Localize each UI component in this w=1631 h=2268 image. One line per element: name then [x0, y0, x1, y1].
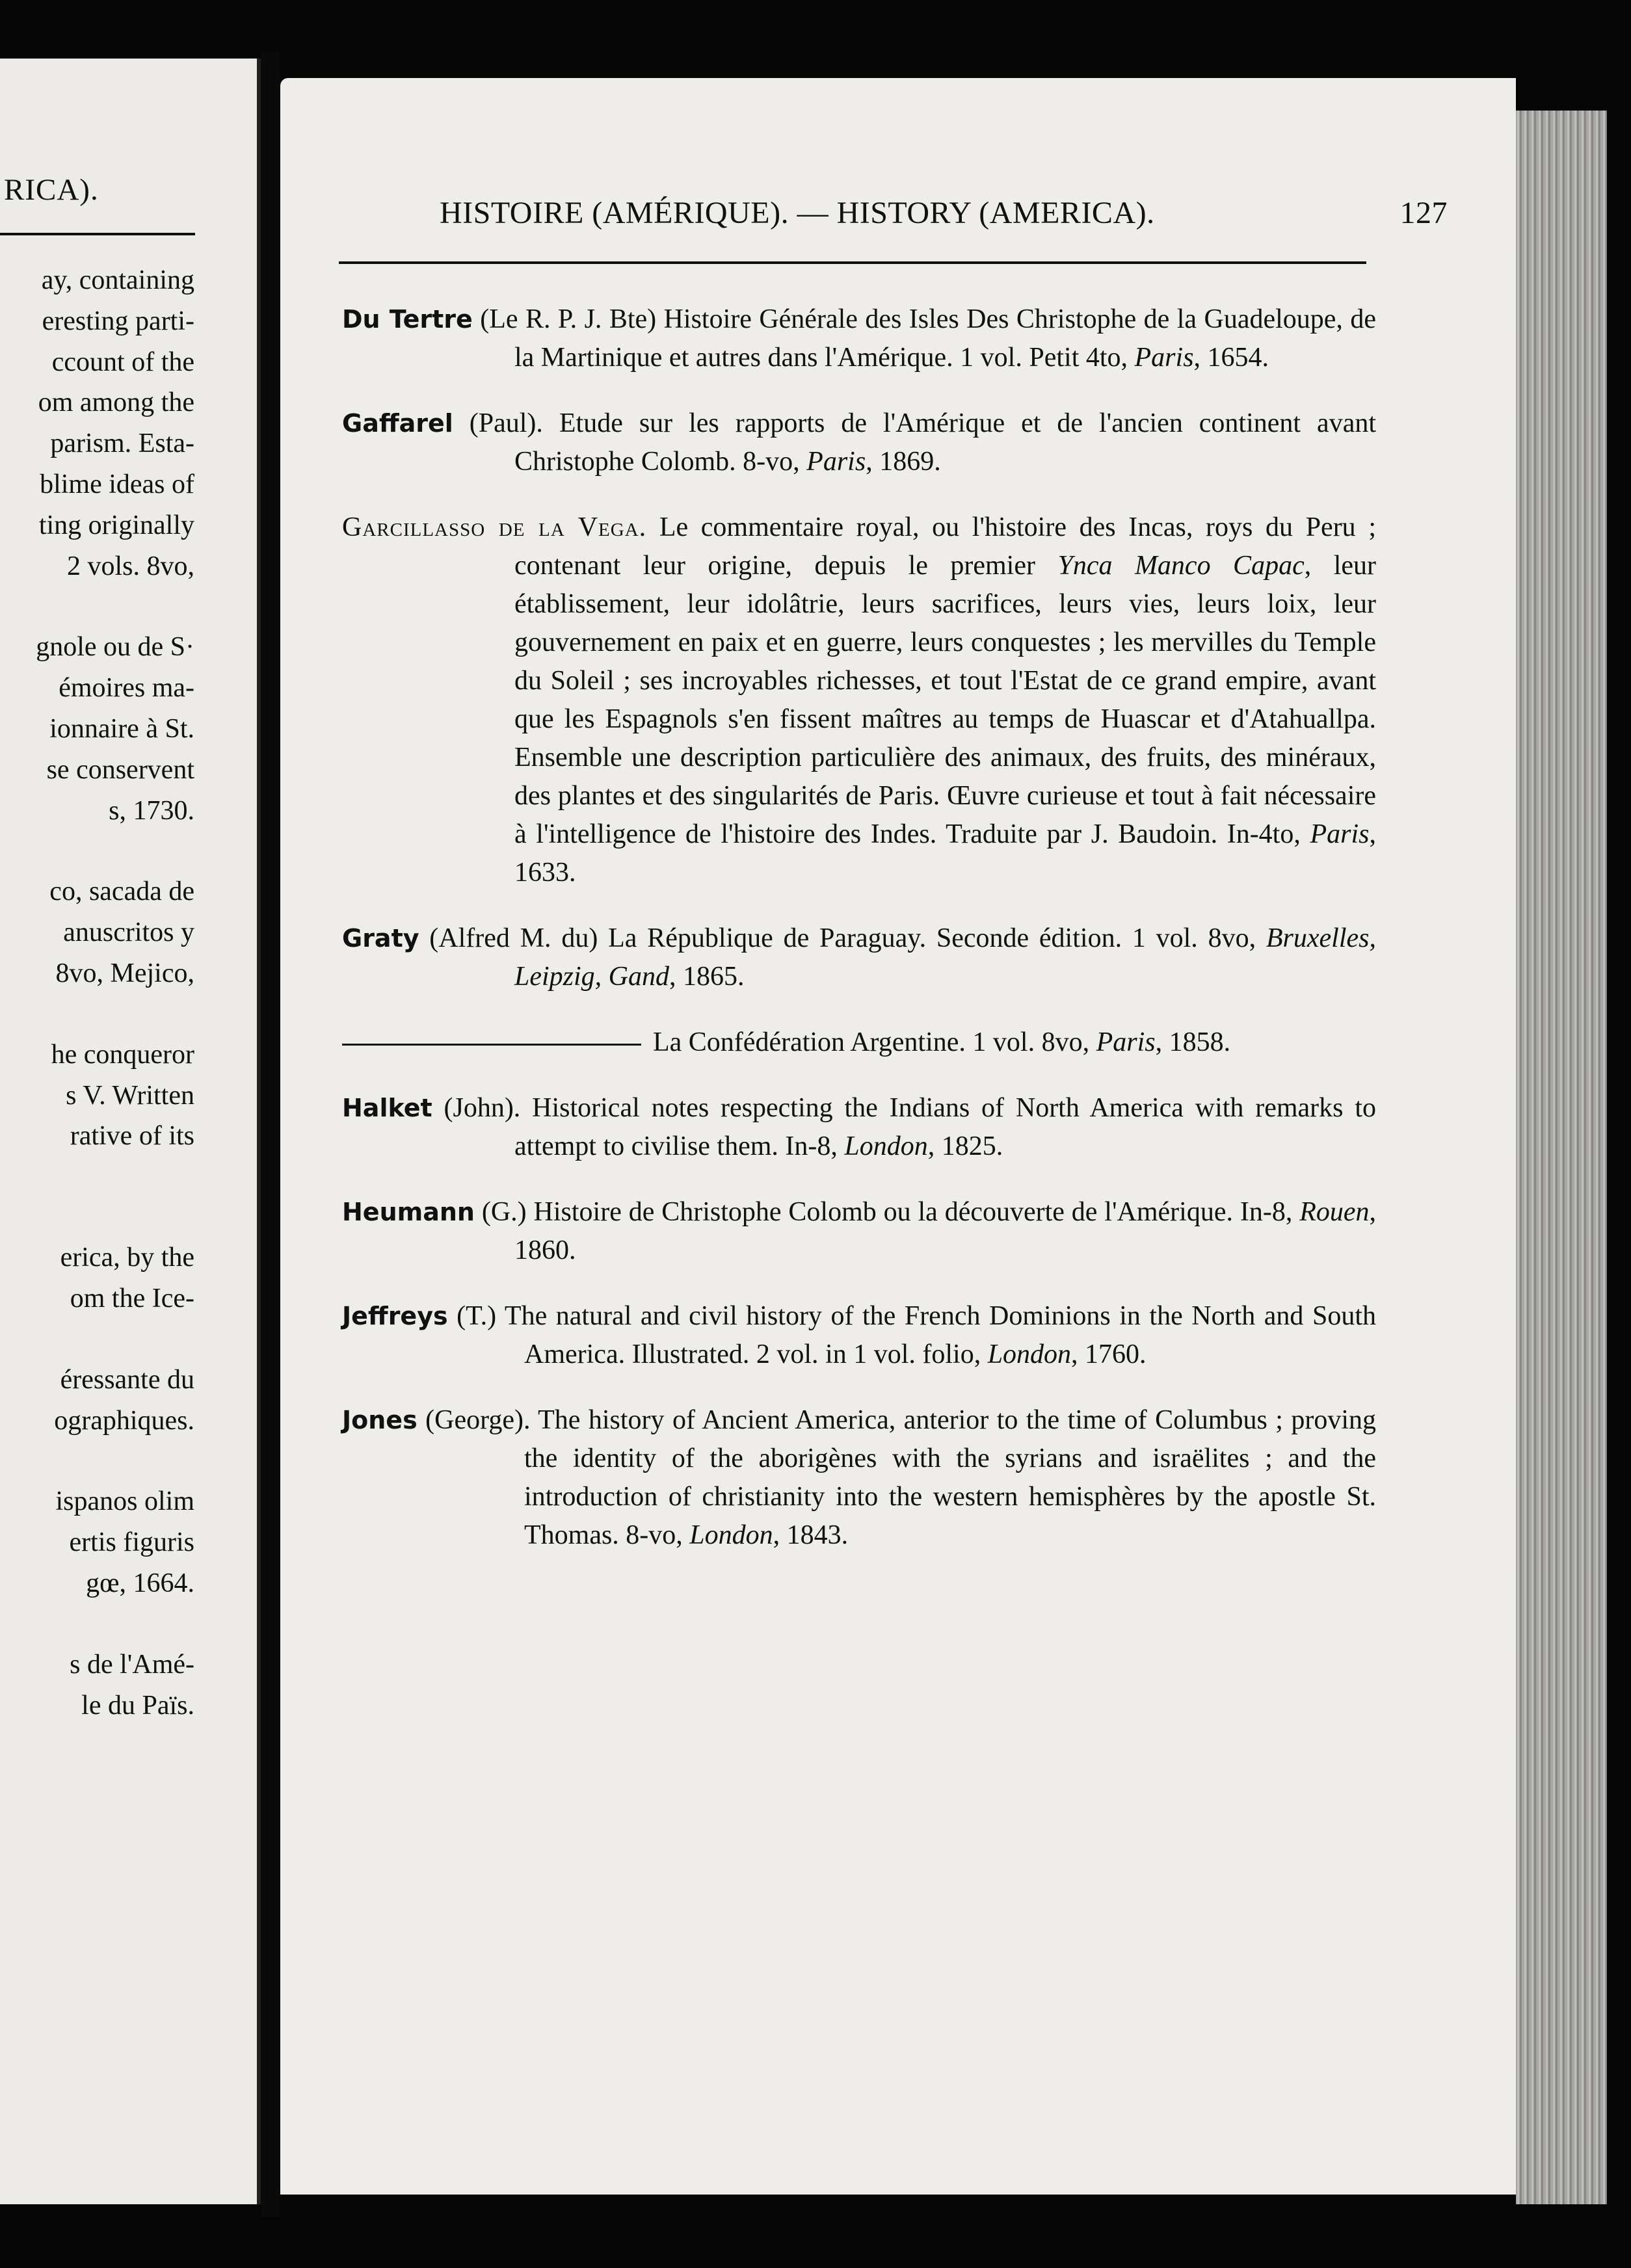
- entry-jeffreys: [342, 1297, 1376, 1374]
- entry-place: Paris: [1096, 1027, 1156, 1057]
- left-page-line: ay, containing: [41, 265, 194, 295]
- left-page-line: [36, 1197, 194, 1237]
- entry-text: (Paul). Etude sur les rapports de l'Amérique et de l'ancien continent avant Christophe Colomb. 8-vo,: [453, 408, 1376, 477]
- entry-text: (Alfred M. du) La République de Paraguay. Seconde édition. 1 vol. 8vo,: [419, 923, 1266, 953]
- left-page-line: [36, 1604, 194, 1644]
- left-page-line: erica, by the: [60, 1243, 194, 1273]
- entry-text-continued: , leur établissement, leur idolâtrie, leurs sacrifices, leurs vies, leurs loix, leur gouvernement en paix et en guerre, leurs conquestes ; les mervilles du Temple du Soleil ; ses incroyables richesses, et tout l'Estat de ce grand empire, avant que les Espagnols s'en fissent maîtres au temps de Huascar et d'Atahuallpa. Ensemble une description particulière des animaux, des fruits, des minéraux, des plantes et des singularités de Paris. Œuvre curieuse et tout à fait nécessaire à l'intelligence de l'histoire des Indes. Traduite par J. Baudoin. In-4to,: [514, 551, 1376, 849]
- entry-place: London: [987, 1339, 1072, 1369]
- left-page-line: [36, 587, 194, 627]
- left-page-line: ionnaire à St.: [49, 713, 194, 744]
- entry-author: Garcillasso de la Vega.: [342, 512, 647, 542]
- left-page-line: se conservent: [46, 754, 194, 785]
- left-page-line: ccount of the: [51, 347, 194, 377]
- entry-author: Halket: [342, 1094, 432, 1122]
- left-page-line: [36, 1157, 194, 1197]
- entry-tail: , 1843.: [773, 1520, 849, 1550]
- left-page-line: gœ, 1664.: [86, 1568, 194, 1598]
- left-page-line: ographiques.: [54, 1405, 194, 1436]
- left-page-line: rative of its: [70, 1121, 194, 1152]
- entry-text: (John). Historical notes respecting the Indians of North America with remarks to attempt to civilise them. In-8,: [432, 1093, 1376, 1161]
- left-running-head: RICA).: [4, 173, 99, 207]
- left-page-line: s de l'Amé-: [70, 1649, 194, 1680]
- left-page-line: émoires ma-: [59, 673, 194, 704]
- left-head-rule: [0, 233, 195, 235]
- entry-tail: , 1860.: [514, 1197, 1376, 1265]
- page-stack-edge: [1516, 111, 1607, 2204]
- entry-tail: , 1865.: [669, 962, 745, 992]
- left-page-line: anuscritos y: [63, 917, 194, 948]
- entry-author: Jeffreys: [342, 1302, 448, 1330]
- entry-place: London: [844, 1131, 928, 1161]
- left-page-line: eresting parti-: [42, 306, 194, 336]
- entry-tail: , 1858.: [1155, 1027, 1231, 1057]
- left-page-line: éressante du: [60, 1364, 194, 1395]
- entry-author: Jones: [342, 1406, 418, 1434]
- left-page-line: [36, 1319, 194, 1360]
- entry-place: Bruxelles, Leipzig, Gand: [514, 923, 1376, 992]
- entry-text: La Confédération Argentine. 1 vol. 8vo,: [653, 1027, 1096, 1057]
- book-page: [280, 78, 1516, 2195]
- entry-text: (T.) The natural and civil history of the French Dominions in the North and South America. Illustrated. 2 vol. in 1 vol. folio,: [447, 1301, 1376, 1369]
- left-page-line: 2 vols. 8vo,: [66, 551, 194, 581]
- entry-author: Du Tertre: [342, 305, 473, 334]
- entry-tail: , 1654.: [1193, 343, 1269, 373]
- left-page-line: gnole ou de S·: [36, 632, 194, 663]
- entry-gaffarel: [342, 404, 1376, 481]
- left-page-line: he conqueror: [51, 1039, 194, 1070]
- left-page-line: parism. Esta-: [50, 429, 194, 459]
- ditto-dash: [342, 1044, 641, 1046]
- entry-place: London: [689, 1520, 773, 1550]
- bibliography-entries: [342, 273, 1376, 1569]
- previous-page-fragment: [0, 59, 261, 2204]
- left-page-line: s, 1730.: [109, 795, 194, 826]
- left-page-line: blime ideas of: [40, 469, 194, 499]
- entry-tail: , 1633.: [514, 819, 1376, 888]
- entry-text: (George). The history of Ancient America, anterior to the time of Columbus ; proving the identity of the aborigènes with the syrians and israëlites ; and the introduction of christianity into the western hemisphères by the apostle St. Thomas. 8-vo,: [417, 1405, 1376, 1550]
- left-page-line: ertis figuris: [69, 1527, 194, 1558]
- book-gutter: [261, 52, 280, 2217]
- left-page-line: [36, 831, 194, 871]
- left-page-line: 8vo, Mejico,: [55, 958, 194, 988]
- page-number: 127: [1399, 196, 1448, 230]
- left-page-line: ispanos olim: [55, 1486, 194, 1517]
- entry-garcillasso: [342, 508, 1376, 892]
- left-page-line: co, sacada de: [49, 877, 194, 907]
- left-page-text: [36, 260, 194, 1726]
- left-page-line: [36, 1441, 194, 1481]
- entry-place: Paris: [1310, 819, 1370, 849]
- entry-italic-name: Ynca Manco Capac: [1057, 551, 1305, 581]
- entry-text: Le commentaire royal, ou l'histoire des Incas, roys du Peru ; contenant leur origine, depuis le premier: [514, 512, 1376, 581]
- entry-graty-confederation: [342, 1023, 1376, 1062]
- left-page-line: le du Païs.: [81, 1690, 194, 1721]
- entry-text: (G.) Histoire de Christophe Colomb ou la découverte de l'Amérique. In-8,: [474, 1197, 1300, 1227]
- entry-du-tertre: [342, 300, 1376, 377]
- entry-tail: , 1825.: [927, 1131, 1003, 1161]
- entry-author: Graty: [342, 924, 419, 953]
- entry-jones: [342, 1401, 1376, 1555]
- left-page-line: ting originally: [38, 510, 194, 540]
- entry-place: Paris: [1134, 343, 1194, 373]
- left-page-line: s V. Written: [66, 1080, 194, 1111]
- left-page-line: om among the: [38, 388, 194, 418]
- entry-place: Paris: [806, 447, 866, 477]
- entry-tail: , 1869.: [866, 447, 941, 477]
- left-page-line: [36, 994, 194, 1035]
- entry-tail: , 1760.: [1071, 1339, 1147, 1369]
- entry-text: (Le R. P. J. Bte) Histoire Générale des Isles Des Christophe de la Guadeloupe, de la Martinique et autres dans l'Amérique. 1 vol. Petit 4to,: [472, 304, 1376, 373]
- entry-author: Gaffarel: [342, 409, 453, 438]
- entry-halket: [342, 1089, 1376, 1166]
- entry-place: Rouen: [1299, 1197, 1370, 1227]
- entry-heumann: [342, 1193, 1376, 1270]
- running-head: [440, 195, 1448, 231]
- left-page-line: om the Ice-: [70, 1283, 194, 1313]
- entry-author: Heumann: [342, 1198, 475, 1226]
- entry-graty: [342, 919, 1376, 996]
- running-head-title: HISTOIRE (AMÉRIQUE). — HISTORY (AMERICA).: [440, 196, 1155, 230]
- head-rule: [339, 261, 1366, 264]
